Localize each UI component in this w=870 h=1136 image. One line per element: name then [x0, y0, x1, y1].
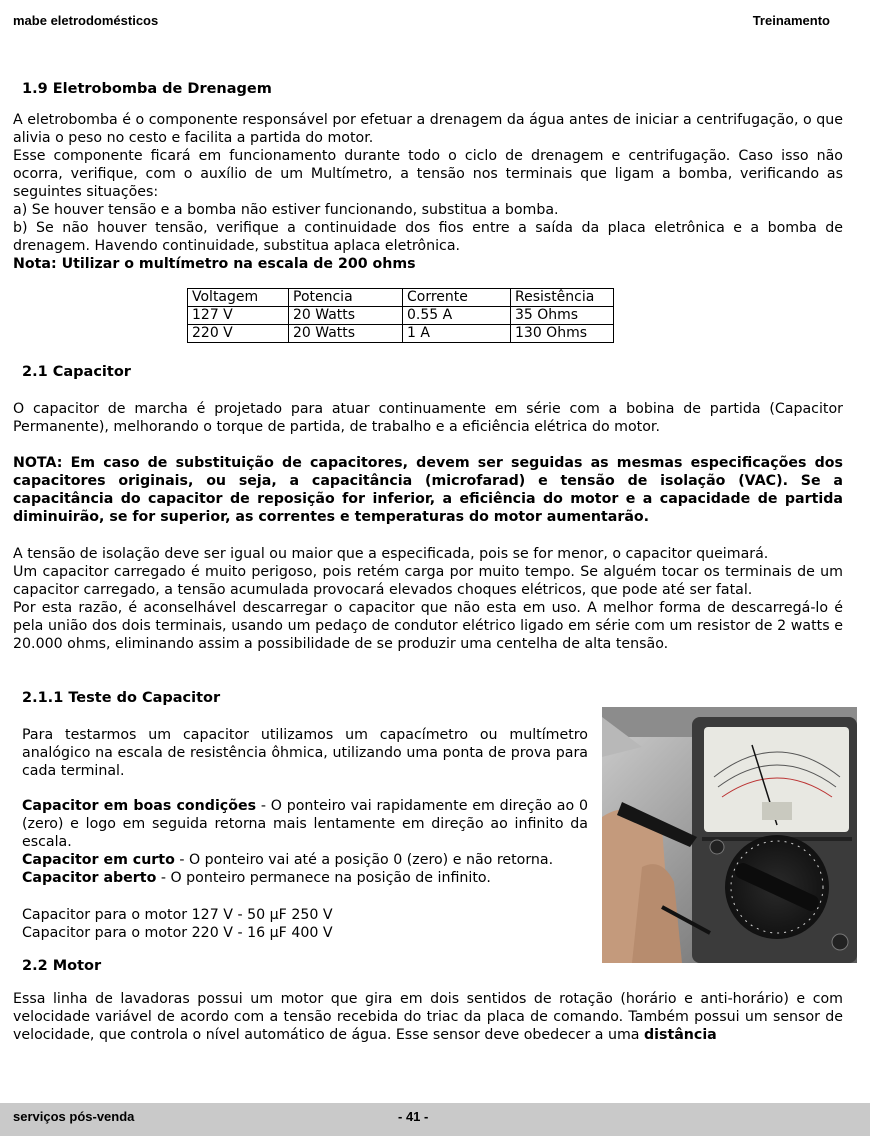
paragraph: [13, 990, 843, 1044]
multimeter-illustration: [602, 707, 857, 963]
footer-label: serviços pós-venda: [13, 1109, 135, 1124]
table-row: [188, 325, 614, 343]
result-label: Capacitor em curto: [22, 852, 175, 868]
note: Nota: Utilizar o multímetro na escala de 200 ohms: [13, 256, 416, 272]
teste-results: [22, 797, 588, 887]
result-open: [22, 869, 588, 887]
multimeter-photo: [602, 707, 857, 963]
paragraph: A eletrobomba é o componente responsável por efetuar a drenagem da água antes de iniciar a centrifugação, o que alivia o peso no cesto e facilita a partida do motor.: [13, 112, 843, 146]
table-header-cell: Corrente: [403, 289, 511, 307]
table-cell: 220 V: [188, 325, 289, 343]
table-header-cell: Potencia: [289, 289, 403, 307]
result-short: [22, 851, 588, 869]
capacitor-intro: [13, 400, 843, 436]
page-footer: [0, 1103, 870, 1136]
section-eletrobomba-body: [13, 111, 843, 273]
motor-text-bold: distância: [643, 1027, 717, 1043]
paragraph: Um capacitor carregado é muito perigoso, pois retém carga por muito tempo. Se alguém tocar os terminais de um capacitor carregado, a tensão acumulada provocará elevados choques elétricos, que pode até ser fatal.: [13, 564, 843, 598]
motor-text: Essa linha de lavadoras possui um motor que gira em dois sentidos de rotação (horário e anti-horário) e com velocidade variável de acordo com a tensão recebida do triac da placa de comando. Também possui um sensor de velocidade, que controla o nível automático de água. Esse sensor deve obedecer a uma: [13, 991, 843, 1043]
table-row: [188, 307, 614, 325]
header-company: mabe eletrodomésticos: [13, 13, 159, 28]
spec-line: Capacitor para o motor 220 V - 16 µF 400 V: [22, 925, 333, 941]
table-cell: 35 Ohms: [511, 307, 614, 325]
result-label: Capacitor aberto: [22, 870, 157, 886]
paragraph: Por esta razão, é aconselhável descarregar o capacitor que não esta em uso. A melhor forma de descarregá-lo é pela união dos dois terminais, usando um pedaço de condutor elétrico ligado em série com um resistor de 2 watts e 20.000 ohms, eliminando assim a possibilidade de se produzir uma centelha de alta tensão.: [13, 600, 843, 652]
paragraph: a) Se houver tensão e a bomba não estiver funcionando, substitua a bomba.: [13, 202, 559, 218]
result-text: - O ponteiro vai até a posição 0 (zero) e não retorna.: [174, 852, 554, 868]
table-cell: 20 Watts: [289, 325, 403, 343]
paragraph: Para testarmos um capacitor utilizamos um capacímetro ou multímetro analógico na escala de resistência ôhmica, utilizando uma ponta de prova para cada terminal.: [22, 727, 588, 779]
heading-motor: 2.2 Motor: [22, 958, 102, 974]
result-good: [22, 797, 588, 851]
paragraph: b) Se não houver tensão, verifique a continuidade dos fios entre a saída da placa eletrônica e a bomba de drenagem. Havendo continuidade, substitua aplaca eletrônica.: [13, 220, 843, 254]
capacitor-specs: [22, 906, 588, 942]
heading-capacitor: 2.1 Capacitor: [22, 364, 131, 380]
table-header-cell: Resistência: [511, 289, 614, 307]
capacitor-nota: [13, 454, 843, 526]
page-number: - 41 -: [398, 1109, 429, 1124]
table-cell: 1 A: [403, 325, 511, 343]
heading-teste-capacitor: 2.1.1 Teste do Capacitor: [22, 690, 221, 706]
capacitor-body: [13, 545, 843, 653]
table-header-cell: Voltagem: [188, 289, 289, 307]
result-label: Capacitor em boas condições: [22, 798, 257, 814]
table-cell: 0.55 A: [403, 307, 511, 325]
result-text: - O ponteiro permanece na posição de infinito.: [156, 870, 491, 886]
header-section: Treinamento: [752, 13, 830, 28]
paragraph: A tensão de isolação deve ser igual ou maior que a especificada, pois se for menor, o capacitor queimará.: [13, 546, 769, 562]
nota-text: NOTA: Em caso de substituição de capacitores, devem ser seguidas as mesmas especificações dos capacitores originais, ou seja, a capacitância (microfarad) e tensão de isolação (VAC). Se a capacitância do capacitor de reposição for inferior, a eficiência do motor e a capacidade de partida diminuirão, se for superior, as correntes e temperaturas do motor aumentarão.: [13, 455, 843, 525]
result-text: - O ponteiro vai rapidamente em direção ao 0 (zero) e logo em seguida retorna mais lentamente em direção ao infinito da escala.: [22, 798, 588, 850]
motor-body: [13, 990, 843, 1044]
pump-spec-table: [187, 288, 614, 343]
table-cell: 130 Ohms: [511, 325, 614, 343]
paragraph: Esse componente ficará em funcionamento durante todo o ciclo de drenagem e centrifugação. Caso isso não ocorra, verifique, com o auxílio de um Multímetro, a tensão nos terminais que ligam a bomba, verificando as seguintes situações:: [13, 148, 843, 200]
paragraph: O capacitor de marcha é projetado para atuar continuamente em série com a bobina de partida (Capacitor Permanente), melhorando o torque de partida, de trabalho e a eficiência elétrica do motor.: [13, 401, 843, 435]
table-cell: 127 V: [188, 307, 289, 325]
heading-eletrobomba: 1.9 Eletrobomba de Drenagem: [22, 81, 272, 97]
table-header-row: [188, 289, 614, 307]
spec-line: Capacitor para o motor 127 V - 50 µF 250 V: [22, 907, 333, 923]
teste-intro: [22, 726, 588, 780]
table-cell: 20 Watts: [289, 307, 403, 325]
